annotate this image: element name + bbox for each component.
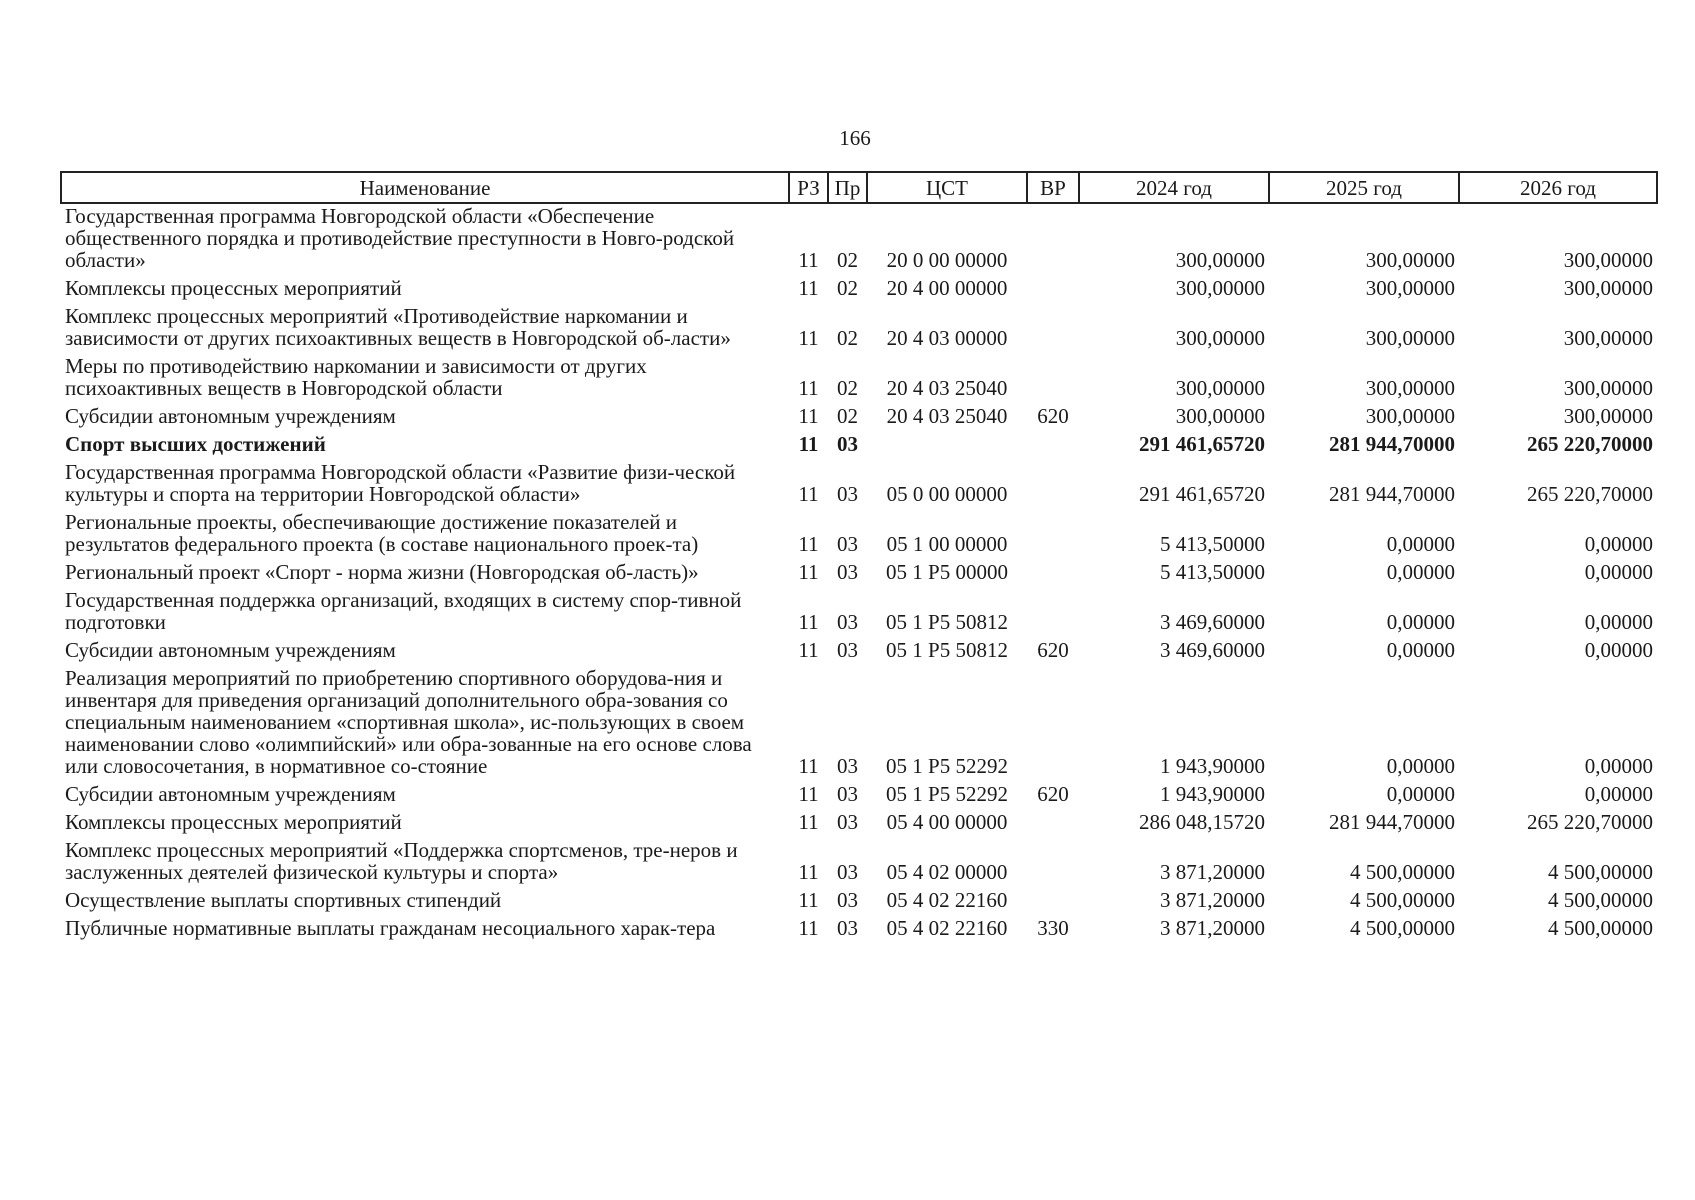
table-row [61,588,1657,638]
row-amount-2026: 0,00000 [1584,638,1653,662]
row-vr [1027,276,1079,304]
row-rz: 11 [798,610,819,634]
row-amount-2026: 0,00000 [1584,754,1653,778]
row-vr [1027,560,1079,588]
row-cst: 05 4 00 00000 [886,810,1008,834]
row-rz: 11 [798,532,819,556]
row-amount-2024: 3 871,20000 [1160,888,1265,912]
row-amount-2025: 0,00000 [1386,754,1455,778]
row-cst: 05 1 P5 52292 [886,782,1008,806]
row-cst: 05 1 P5 50812 [886,610,1008,634]
row-cst: 20 4 03 25040 [886,404,1008,428]
row-amount-2026: 0,00000 [1584,532,1653,556]
row-cst: 20 4 03 00000 [886,326,1008,350]
row-cst [867,432,1027,460]
row-amount-2026: 265 220,70000 [1527,482,1653,506]
row-vr [1027,203,1079,276]
row-amount-2024: 300,00000 [1175,248,1265,272]
row-amount-2024: 5 413,50000 [1160,532,1265,556]
row-rz: 11 [798,248,819,272]
row-amount-2026: 0,00000 [1584,610,1653,634]
row-rz: 11 [798,326,819,350]
row-amount-2025: 281 944,70000 [1329,810,1455,834]
row-pr: 03 [837,610,858,634]
table-row [61,354,1657,404]
row-amount-2026: 300,00000 [1563,326,1653,350]
row-amount-2025: 300,00000 [1365,248,1455,272]
row-vr: 620 [1037,404,1069,428]
row-name: Публичные нормативные выплаты гражданам несоциального харак-тера [65,916,716,940]
row-rz: 11 [798,754,819,778]
header-2024: 2024 год [1079,172,1269,203]
row-amount-2024: 1 943,90000 [1160,782,1265,806]
row-rz: 11 [798,782,819,806]
row-rz: 11 [798,482,819,506]
row-amount-2025: 0,00000 [1386,532,1455,556]
row-cst: 05 1 P5 00000 [886,560,1008,584]
row-vr [1027,888,1079,916]
row-name: Государственная поддержка организаций, входящих в систему спор-тивной подготовки [65,588,742,634]
row-cst: 05 4 02 22160 [886,888,1008,912]
row-name: Комплексы процессных мероприятий [65,810,402,834]
table-row [61,304,1657,354]
header-2026: 2026 год [1459,172,1657,203]
row-pr: 02 [837,248,858,272]
row-pr: 03 [837,754,858,778]
row-amount-2025: 4 500,00000 [1350,888,1455,912]
row-amount-2025: 0,00000 [1386,560,1455,584]
row-rz: 11 [798,810,819,834]
row-name: Реализация мероприятий по приобретению спортивного оборудова-ния и инвентаря для приведения организаций дополнительного обра-зования со специальным наименованием «спортивная школа», ис-пользующих в своем наименовании слово «олимпийский» или обра-зованные на его основе слова или словосочетания, в нормативное со-стояние [65,666,752,778]
row-vr [1027,838,1079,888]
row-pr: 03 [837,888,858,912]
row-cst: 05 4 02 00000 [886,860,1008,884]
row-vr [1027,588,1079,638]
row-name: Региональные проекты, обеспечивающие достижение показателей и результатов федерального проекта (в составе национального проек-та) [65,510,699,556]
header-cst: ЦСТ [867,172,1027,203]
row-cst: 05 1 P5 52292 [886,754,1008,778]
row-cst: 20 4 03 25040 [886,376,1008,400]
table-row [61,203,1657,276]
row-amount-2025: 0,00000 [1386,638,1455,662]
row-name: Осуществление выплаты спортивных стипендий [65,888,502,912]
row-amount-2024: 3 871,20000 [1160,860,1265,884]
row-rz: 11 [798,432,819,456]
row-amount-2024: 286 048,15720 [1139,810,1265,834]
row-name: Государственная программа Новгородской области «Обеспечение общественного порядка и противодействие преступности в Новго-родской области» [65,204,735,272]
row-amount-2025: 4 500,00000 [1350,916,1455,940]
table-row [61,276,1657,304]
row-name: Комплексы процессных мероприятий [65,276,402,300]
row-name: Субсидии автономным учреждениям [65,404,396,428]
row-name: Региональный проект «Спорт - норма жизни (Новгородская об-ласть)» [65,560,699,584]
header-vr: ВР [1027,172,1079,203]
row-amount-2024: 3 469,60000 [1160,638,1265,662]
row-vr: 620 [1037,782,1069,806]
table-row [61,888,1657,916]
row-amount-2026: 0,00000 [1584,560,1653,584]
row-amount-2025: 300,00000 [1365,404,1455,428]
row-rz: 11 [798,888,819,912]
row-pr: 02 [837,276,858,300]
row-amount-2025: 0,00000 [1386,610,1455,634]
row-name: Меры по противодействию наркомании и зависимости от других психоактивных веществ в Новгородской области [65,354,647,400]
row-amount-2024: 291 461,65720 [1139,432,1265,456]
table-row [61,810,1657,838]
row-rz: 11 [798,638,819,662]
table-row [61,432,1657,460]
row-vr: 620 [1037,638,1069,662]
header-rz: РЗ [789,172,828,203]
budget-table [60,171,1658,944]
row-cst: 05 0 00 00000 [886,482,1008,506]
row-cst: 20 4 00 00000 [886,276,1008,300]
row-amount-2024: 300,00000 [1175,376,1265,400]
row-name: Субсидии автономным учреждениям [65,782,396,806]
row-rz: 11 [798,376,819,400]
row-pr: 03 [837,560,858,584]
row-vr [1027,354,1079,404]
row-pr: 03 [837,638,858,662]
row-amount-2025: 281 944,70000 [1329,482,1455,506]
row-vr [1027,510,1079,560]
header-pr: Пр [828,172,867,203]
row-name: Комплекс процессных мероприятий «Противодействие наркомании и зависимости от других психоактивных веществ в Новгородской об-ласти» [65,304,731,350]
row-name: Комплекс процессных мероприятий «Поддержка спортсменов, тре-неров и заслуженных деятелей физической культуры и спорта» [65,838,738,884]
row-rz: 11 [798,560,819,584]
row-pr: 02 [837,404,858,428]
row-amount-2024: 5 413,50000 [1160,560,1265,584]
row-amount-2024: 3 469,60000 [1160,610,1265,634]
row-pr: 03 [837,810,858,834]
row-pr: 03 [837,482,858,506]
row-pr: 02 [837,326,858,350]
row-rz: 11 [798,860,819,884]
row-amount-2026: 0,00000 [1584,782,1653,806]
row-amount-2026: 4 500,00000 [1548,916,1653,940]
row-vr [1027,460,1079,510]
row-amount-2024: 300,00000 [1175,276,1265,300]
row-pr: 03 [837,532,858,556]
row-pr: 03 [837,860,858,884]
row-name: Субсидии автономным учреждениям [65,638,396,662]
row-pr: 03 [837,916,858,940]
row-vr [1027,666,1079,782]
row-amount-2024: 1 943,90000 [1160,754,1265,778]
table-row [61,782,1657,810]
row-cst: 05 1 P5 50812 [886,638,1008,662]
row-pr: 03 [837,782,858,806]
row-amount-2026: 300,00000 [1563,404,1653,428]
row-rz: 11 [798,916,819,940]
header-2025: 2025 год [1269,172,1459,203]
row-amount-2025: 0,00000 [1386,782,1455,806]
row-rz: 11 [798,404,819,428]
table-row [61,666,1657,782]
row-pr: 02 [837,376,858,400]
row-amount-2024: 291 461,65720 [1139,482,1265,506]
row-vr [1027,810,1079,838]
row-amount-2024: 3 871,20000 [1160,916,1265,940]
header-name: Наименование [61,172,789,203]
row-vr [1027,304,1079,354]
table-header [61,172,1657,203]
table-row [61,404,1657,432]
row-pr: 03 [837,432,858,456]
row-cst: 05 1 00 00000 [886,532,1008,556]
row-amount-2025: 4 500,00000 [1350,860,1455,884]
row-amount-2026: 265 220,70000 [1527,432,1653,456]
row-name: Спорт высших достижений [65,432,326,456]
row-name: Государственная программа Новгородской области «Развитие физи-ческой культуры и спорта на территории Новгородской области» [65,460,736,506]
header-row [61,172,1657,203]
row-amount-2026: 4 500,00000 [1548,888,1653,912]
row-cst: 20 0 00 00000 [886,248,1008,272]
row-amount-2026: 265 220,70000 [1527,810,1653,834]
row-amount-2024: 300,00000 [1175,326,1265,350]
row-amount-2025: 300,00000 [1365,326,1455,350]
row-amount-2025: 300,00000 [1365,376,1455,400]
row-cst: 05 4 02 22160 [886,916,1008,940]
row-amount-2025: 281 944,70000 [1329,432,1455,456]
table-row [61,510,1657,560]
table-row [61,638,1657,666]
table-body [61,203,1657,944]
table-row [61,916,1657,944]
row-rz: 11 [798,276,819,300]
row-amount-2025: 300,00000 [1365,276,1455,300]
table-row [61,460,1657,510]
row-amount-2024: 300,00000 [1175,404,1265,428]
row-amount-2026: 300,00000 [1563,248,1653,272]
row-amount-2026: 300,00000 [1563,276,1653,300]
table-row [61,838,1657,888]
row-vr [1027,432,1079,460]
page-number: 166 [839,126,871,150]
row-amount-2026: 4 500,00000 [1548,860,1653,884]
table-row [61,560,1657,588]
row-amount-2026: 300,00000 [1563,376,1653,400]
row-vr: 330 [1037,916,1069,940]
